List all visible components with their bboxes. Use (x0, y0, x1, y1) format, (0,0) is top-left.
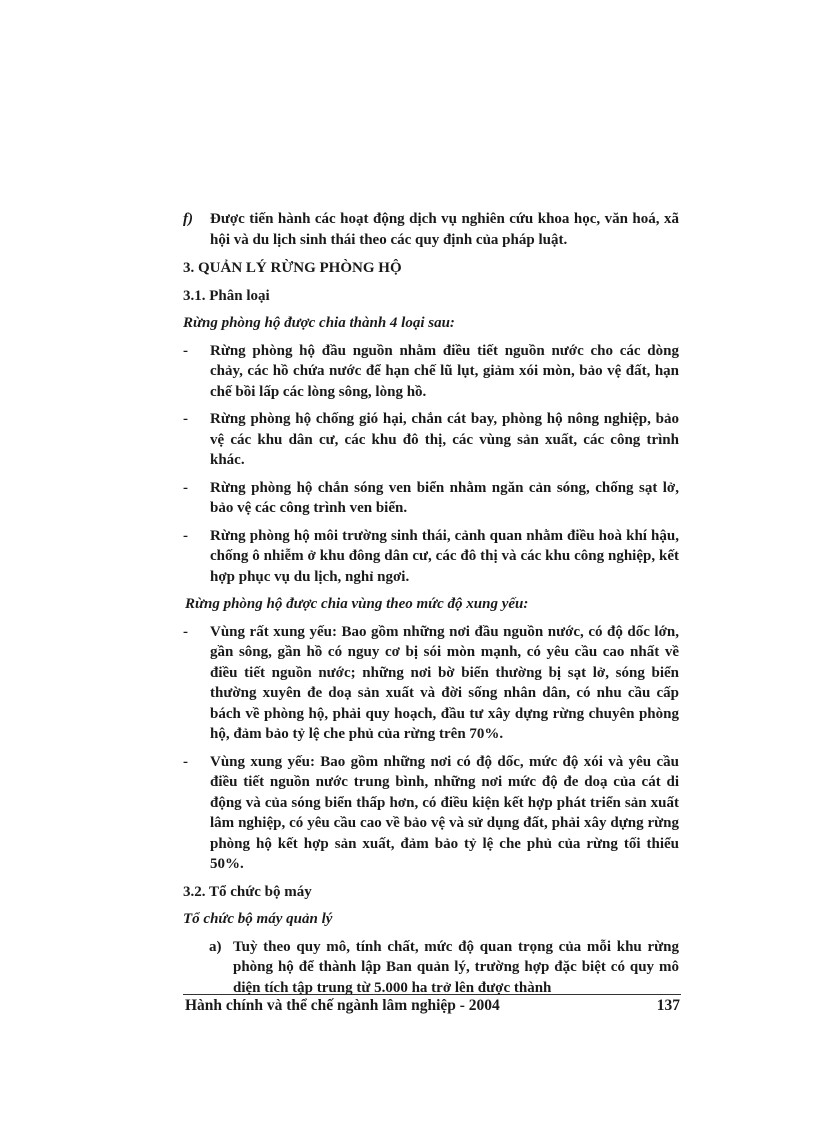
list-item-text: Được tiến hành các hoạt động dịch vụ nghiên cứu khoa học, văn hoá, xã hội và du lịch sinh thái theo các quy định của pháp luật. (210, 211, 679, 248)
page-body (183, 209, 679, 998)
list-item-text: Rừng phòng hộ môi trường sinh thái, cảnh quan nhằm điều hoà khí hậu, chống ô nhiễm ở khu đông dân cư, các đô thị và các khu công nghiệp, kết hợp phục vụ du lịch, nghỉ ngơi. (210, 527, 679, 585)
list-item-a (183, 937, 679, 999)
list-item-text: Vùng rất xung yếu: Bao gồm những nơi đầu nguồn nước, có độ dốc lớn, gần sông, gần hồ có nguy cơ bị sói mòn mạnh, có yêu cầu cao nhất về điều tiết nguồn nước; những nơi bờ biển thường bị sạt lở, sóng biển thường xuyên đe doạ sản xuất và đời sống nhân dân, có nhu cầu cấp bách về phòng hộ, phải quy hoạch, đầu tư xây dựng rừng chuyên phòng hộ, đảm bảo tỷ lệ che phủ của rừng trên 70%. (210, 623, 679, 742)
list-item (183, 622, 679, 745)
list-marker: - (183, 411, 188, 427)
list-item-text: Vùng xung yếu: Bao gồm những nơi có độ dốc, mức độ xói và yêu cầu điều tiết nguồn nước trung bình, những nơi mức độ đe doạ của cát di động và của sóng biển thấp hơn, có điều kiện kết hợp phát triển sản xuất lâm nghiệp, có yêu cầu cao về bảo vệ và sử dụng đất, phải xây dựng rừng phòng hộ kết hợp sản xuất, đảm bảo tỷ lệ che phủ của rừng tối thiểu 50%. (210, 753, 679, 872)
page-number: 137 (656, 997, 680, 1014)
list-item (183, 409, 679, 471)
list-marker: a) (209, 938, 222, 955)
list-item-text: Rừng phòng hộ chắn sóng ven biển nhằm ngăn cản sóng, chống sạt lở, bảo vệ các công trình ven biển. (210, 479, 679, 516)
footer-title: Hành chính và thể chế ngành lâm nghiệp - 2004 (185, 997, 500, 1014)
list-item (183, 752, 679, 875)
list-item-text: Tuỳ theo quy mô, tính chất, mức độ quan trọng của mỗi khu rừng phòng hộ để thành lập Ban quản lý, trường hợp đặc biệt có quy mô diện tích tập trung từ 5.000 ha trở lên được thành (233, 938, 679, 996)
list-item-f (183, 209, 679, 250)
subsection-title-classification: 3.1. Phân loại (183, 287, 270, 304)
list-item-text: Rừng phòng hộ chống gió hại, chắn cát bay, phòng hộ nông nghiệp, bảo vệ các khu dân cư, các khu đô thị, các vùng sản xuất, các công trình khác. (210, 411, 679, 468)
list-item (183, 478, 679, 519)
list-marker: - (183, 527, 188, 544)
list-marker: - (183, 342, 188, 359)
list-item-text: Rừng phòng hộ đầu nguồn nhằm điều tiết nguồn nước cho các dòng chảy, các hồ chứa nước để hạn chế lũ lụt, giảm xói mòn, bảo vệ đất, hạn chế bồi lấp các lòng sông, lòng hồ. (210, 342, 679, 400)
intro-organization: Tổ chức bộ máy quản lý (183, 911, 333, 927)
list-marker: f) (183, 211, 193, 227)
list-item (183, 526, 679, 588)
list-marker: - (183, 753, 188, 770)
footer-divider (183, 994, 681, 995)
subsection-title-organization: 3.2. Tổ chức bộ máy (183, 883, 312, 900)
list-marker: - (183, 623, 188, 640)
intro-zones: Rừng phòng hộ được chia vùng theo mức độ xung yếu: (185, 596, 529, 612)
list-marker: - (183, 479, 188, 496)
section-title: 3. QUẢN LÝ RỪNG PHÒNG HỘ (183, 260, 402, 276)
intro-types: Rừng phòng hộ được chia thành 4 loại sau: (183, 315, 455, 331)
list-item (183, 341, 679, 403)
